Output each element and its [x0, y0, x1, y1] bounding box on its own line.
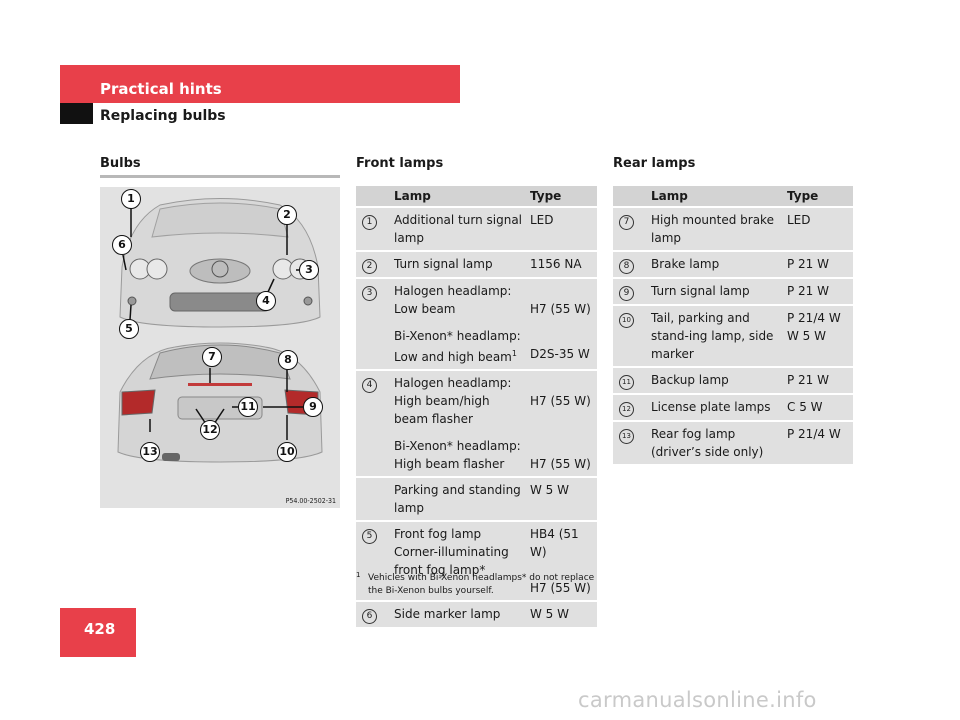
item-number-circle: 7 — [619, 215, 634, 230]
front-lamp-row — [356, 371, 597, 434]
section-title: Practical hints — [100, 80, 222, 98]
rear-lamp-row — [613, 422, 853, 466]
front-lamp-name — [390, 478, 526, 522]
front-lamp-row — [356, 208, 597, 252]
front-lamp-name — [390, 602, 526, 629]
bulbs-heading: Bulbs — [100, 156, 141, 171]
callout-3: 3 — [299, 260, 319, 280]
front-lamp-type: H7 (55 W) — [526, 371, 597, 434]
rear-table-num-header — [613, 186, 647, 208]
rear-lamp-name: Rear fog lamp (driver’s side only) — [647, 422, 783, 466]
callout-1: 1 — [121, 189, 141, 209]
front-lamp-type: H7 (55 W) — [526, 279, 597, 324]
rear-lamp-type: P 21 W — [783, 368, 853, 395]
rear-lamps-heading: Rear lamps — [613, 156, 696, 171]
front-lamp-number — [356, 478, 390, 522]
callout-6: 6 — [112, 235, 132, 255]
rear-lamp-type: C 5 W — [783, 395, 853, 422]
item-number-circle: 3 — [362, 286, 377, 301]
rear-lamp-number — [613, 252, 647, 279]
rear-table-type-header: Type — [783, 186, 853, 208]
front-lamp-name — [390, 324, 526, 371]
rear-lamp-number — [613, 306, 647, 368]
footnote — [356, 572, 606, 598]
front-lamp-number — [356, 434, 390, 478]
front-lamp-name-text: Parking and standing lamp — [394, 483, 521, 515]
front-lamp-number — [356, 371, 390, 434]
front-lamp-row — [356, 324, 597, 371]
watermark-text: carmanualsonline.info — [578, 688, 817, 712]
front-table-num-header — [356, 186, 390, 208]
subsection-title: Replacing bulbs — [100, 108, 226, 124]
front-lamp-number — [356, 208, 390, 252]
item-number-circle: 11 — [619, 375, 634, 390]
front-lamp-name-text: Halogen headlamp: High beam/high beam flasher — [394, 376, 512, 426]
footnote-text: Vehicles with Bi-Xenon headlamps* do not replace the Bi-Xenon bulbs yourself. — [368, 573, 595, 596]
front-lamp-row — [356, 602, 597, 629]
rear-lamp-number — [613, 368, 647, 395]
front-lamp-name — [390, 371, 526, 434]
front-lamp-number — [356, 252, 390, 279]
front-table-lamp-header: Lamp — [390, 186, 526, 208]
callout-10: 10 — [277, 442, 297, 462]
front-lamp-type: LED — [526, 208, 597, 252]
rear-lamp-row — [613, 208, 853, 252]
front-lamp-name-text: Bi-Xenon* headlamp: High beam flasher — [394, 439, 521, 471]
front-lamps-table — [356, 186, 597, 629]
callout-4: 4 — [256, 291, 276, 311]
rear-lamp-name: Tail, parking and stand-ing lamp, side marker — [647, 306, 783, 368]
front-lamp-type: HB4 (51 W) H7 (55 W) — [526, 522, 597, 602]
page-number: 428 — [84, 620, 116, 638]
subsection-marker — [60, 103, 93, 124]
front-lamp-type: D2S-35 W — [526, 324, 597, 371]
callout-5: 5 — [119, 319, 139, 339]
rear-lamp-row — [613, 279, 853, 306]
rear-lamp-type: P 21/4 W — [783, 422, 853, 466]
front-lamp-name-text: Additional turn signal lamp — [394, 213, 523, 245]
front-lamp-name-text: Front fog lamp Corner-illuminating front fog lamp* — [394, 527, 509, 577]
figure-caption: P54.00-2502-31 — [285, 497, 336, 505]
footnote-reference: 1 — [511, 349, 517, 358]
rear-lamp-name: High mounted brake lamp — [647, 208, 783, 252]
front-lamp-row — [356, 252, 597, 279]
front-lamp-name-text: Side marker lamp — [394, 607, 501, 621]
item-number-circle: 10 — [619, 313, 634, 328]
heading-rule — [100, 175, 340, 178]
item-number-circle: 5 — [362, 529, 377, 544]
item-number-circle: 1 — [362, 215, 377, 230]
callout-11: 11 — [238, 397, 258, 417]
callout-13: 13 — [140, 442, 160, 462]
callout-12: 12 — [200, 420, 220, 440]
front-lamps-heading: Front lamps — [356, 156, 444, 171]
front-lamp-number — [356, 279, 390, 324]
rear-table-lamp-header: Lamp — [647, 186, 783, 208]
item-number-circle: 12 — [619, 402, 634, 417]
item-number-circle: 13 — [619, 429, 634, 444]
rear-lamp-row — [613, 306, 853, 368]
bulb-location-figure — [100, 187, 340, 508]
front-lamp-type: W 5 W — [526, 478, 597, 522]
front-lamp-row — [356, 434, 597, 478]
rear-lamp-type: LED — [783, 208, 853, 252]
front-lamps-body — [356, 208, 597, 629]
front-lamp-row — [356, 279, 597, 324]
front-table-type-header: Type — [526, 186, 597, 208]
rear-lamp-type: P 21 W — [783, 279, 853, 306]
rear-lamp-row — [613, 395, 853, 422]
rear-lamps-table — [613, 186, 853, 466]
rear-lamp-name: Brake lamp — [647, 252, 783, 279]
callout-9: 9 — [303, 397, 323, 417]
front-lamp-number — [356, 602, 390, 629]
car-illustration — [100, 187, 340, 508]
item-number-circle: 9 — [619, 286, 634, 301]
front-lamp-number — [356, 324, 390, 371]
front-lamp-name-text: Halogen headlamp: Low beam — [394, 284, 512, 316]
item-number-circle: 8 — [619, 259, 634, 274]
rear-lamp-name: Backup lamp — [647, 368, 783, 395]
rear-lamp-row — [613, 368, 853, 395]
rear-lamp-name: Turn signal lamp — [647, 279, 783, 306]
callout-7: 7 — [202, 347, 222, 367]
rear-lamp-number — [613, 279, 647, 306]
rear-lamps-body — [613, 208, 853, 466]
front-lamp-name — [390, 208, 526, 252]
front-lamp-type: 1156 NA — [526, 252, 597, 279]
front-lamp-type: W 5 W — [526, 602, 597, 629]
callout-2: 2 — [277, 205, 297, 225]
front-lamp-name — [390, 434, 526, 478]
front-lamp-row — [356, 478, 597, 522]
item-number-circle: 6 — [362, 609, 377, 624]
front-lamp-type: H7 (55 W) — [526, 434, 597, 478]
callout-8: 8 — [278, 350, 298, 370]
rear-lamp-row — [613, 252, 853, 279]
rear-lamp-number — [613, 422, 647, 466]
rear-lamp-number — [613, 208, 647, 252]
footnote-mark: 1 — [356, 571, 361, 579]
front-lamp-name — [390, 252, 526, 279]
rear-lamp-type: P 21 W — [783, 252, 853, 279]
rear-lamp-name: License plate lamps — [647, 395, 783, 422]
rear-lamp-type: P 21/4 W W 5 W — [783, 306, 853, 368]
front-lamp-name-text: Turn signal lamp — [394, 257, 493, 271]
rear-lamp-number — [613, 395, 647, 422]
front-lamp-name-text: Bi-Xenon* headlamp: Low and high beam — [394, 329, 521, 364]
item-number-circle: 2 — [362, 259, 377, 274]
front-lamp-name — [390, 279, 526, 324]
item-number-circle: 4 — [362, 378, 377, 393]
